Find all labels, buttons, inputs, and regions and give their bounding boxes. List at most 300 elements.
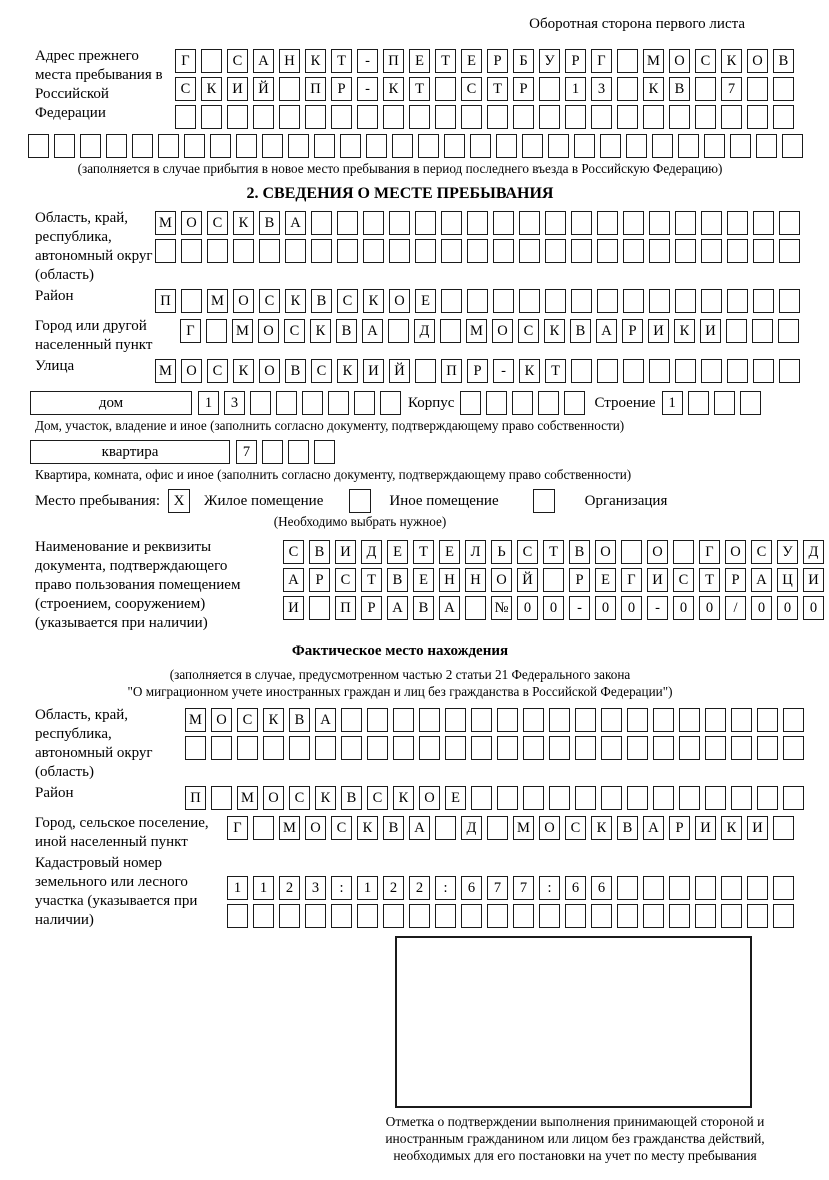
char-cell[interactable] — [753, 239, 774, 263]
char-cell[interactable] — [695, 105, 716, 129]
char-cell[interactable]: К — [305, 49, 326, 73]
char-cell[interactable]: К — [310, 319, 331, 343]
char-cell[interactable] — [435, 904, 456, 928]
char-cell[interactable]: С — [289, 786, 310, 810]
char-cell[interactable]: Й — [253, 77, 274, 101]
char-cell[interactable] — [227, 904, 248, 928]
char-cell[interactable]: - — [569, 596, 590, 620]
char-cell[interactable] — [601, 786, 622, 810]
char-cell[interactable] — [467, 211, 488, 235]
char-cell[interactable] — [440, 319, 461, 343]
char-cell[interactable] — [669, 105, 690, 129]
char-cell[interactable]: В — [285, 359, 306, 383]
char-cell[interactable] — [571, 359, 592, 383]
char-cell[interactable] — [773, 816, 794, 840]
char-cell[interactable]: И — [335, 540, 356, 564]
char-cell[interactable] — [486, 391, 507, 415]
char-cell[interactable]: В — [617, 816, 638, 840]
char-cell[interactable]: Г — [699, 540, 720, 564]
char-cell[interactable]: М — [643, 49, 664, 73]
char-cell[interactable]: А — [643, 816, 664, 840]
char-cell[interactable] — [106, 134, 127, 158]
char-cell[interactable] — [393, 736, 414, 760]
char-cell[interactable] — [389, 211, 410, 235]
char-cell[interactable]: Р — [569, 568, 590, 592]
char-cell[interactable] — [701, 211, 722, 235]
char-cell[interactable]: И — [283, 596, 304, 620]
char-cell[interactable] — [311, 211, 332, 235]
char-cell[interactable]: 0 — [777, 596, 798, 620]
char-cell[interactable]: 0 — [673, 596, 694, 620]
char-cell[interactable] — [773, 77, 794, 101]
char-cell[interactable]: 3 — [305, 876, 326, 900]
char-cell[interactable]: А — [387, 596, 408, 620]
char-cell[interactable]: Р — [565, 49, 586, 73]
char-cell[interactable]: 7 — [487, 876, 508, 900]
char-cell[interactable]: 1 — [565, 77, 586, 101]
char-cell[interactable] — [435, 77, 456, 101]
char-cell[interactable] — [512, 391, 533, 415]
char-cell[interactable]: П — [441, 359, 462, 383]
char-cell[interactable]: 3 — [224, 391, 245, 415]
char-cell[interactable] — [409, 904, 430, 928]
char-cell[interactable]: К — [337, 359, 358, 383]
char-cell[interactable] — [383, 904, 404, 928]
char-cell[interactable]: И — [803, 568, 824, 592]
char-cell[interactable] — [393, 708, 414, 732]
char-cell[interactable] — [601, 708, 622, 732]
char-cell[interactable]: А — [253, 49, 274, 73]
char-cell[interactable] — [279, 105, 300, 129]
char-cell[interactable]: П — [305, 77, 326, 101]
char-cell[interactable] — [626, 134, 647, 158]
char-cell[interactable] — [337, 239, 358, 263]
char-cell[interactable] — [314, 134, 335, 158]
char-cell[interactable]: О — [181, 359, 202, 383]
char-cell[interactable] — [513, 105, 534, 129]
char-cell[interactable]: О — [669, 49, 690, 73]
char-cell[interactable] — [340, 134, 361, 158]
char-cell[interactable]: В — [387, 568, 408, 592]
char-cell[interactable] — [435, 816, 456, 840]
char-cell[interactable]: С — [259, 289, 280, 313]
char-cell[interactable]: А — [315, 708, 336, 732]
char-cell[interactable]: С — [207, 211, 228, 235]
char-cell[interactable] — [721, 105, 742, 129]
char-cell[interactable]: 0 — [517, 596, 538, 620]
char-cell[interactable] — [597, 359, 618, 383]
char-cell[interactable]: Т — [487, 77, 508, 101]
char-cell[interactable] — [253, 105, 274, 129]
char-cell[interactable]: М — [513, 816, 534, 840]
char-cell[interactable]: 7 — [721, 77, 742, 101]
char-cell[interactable] — [262, 440, 283, 464]
char-cell[interactable]: Й — [517, 568, 538, 592]
char-cell[interactable] — [288, 440, 309, 464]
char-cell[interactable]: П — [383, 49, 404, 73]
char-cell[interactable] — [445, 736, 466, 760]
char-cell[interactable] — [441, 211, 462, 235]
char-cell[interactable] — [643, 105, 664, 129]
char-cell[interactable] — [419, 736, 440, 760]
char-cell[interactable] — [675, 359, 696, 383]
char-cell[interactable]: В — [309, 540, 330, 564]
char-cell[interactable]: Р — [725, 568, 746, 592]
char-cell[interactable]: М — [279, 816, 300, 840]
char-cell[interactable]: К — [315, 786, 336, 810]
char-cell[interactable]: - — [647, 596, 668, 620]
char-cell[interactable]: У — [777, 540, 798, 564]
char-cell[interactable] — [617, 77, 638, 101]
char-cell[interactable] — [487, 105, 508, 129]
char-cell[interactable] — [574, 134, 595, 158]
char-cell[interactable] — [727, 211, 748, 235]
char-cell[interactable]: К — [643, 77, 664, 101]
char-cell[interactable]: Е — [595, 568, 616, 592]
char-cell[interactable]: О — [419, 786, 440, 810]
char-cell[interactable] — [623, 359, 644, 383]
char-cell[interactable]: А — [439, 596, 460, 620]
char-cell[interactable]: Р — [513, 77, 534, 101]
char-cell[interactable]: Е — [461, 49, 482, 73]
char-cell[interactable] — [783, 708, 804, 732]
char-cell[interactable] — [54, 134, 75, 158]
char-cell[interactable]: Р — [361, 596, 382, 620]
char-cell[interactable]: Д — [414, 319, 435, 343]
char-cell[interactable] — [652, 134, 673, 158]
char-cell[interactable]: И — [648, 319, 669, 343]
char-cell[interactable]: Н — [439, 568, 460, 592]
char-cell[interactable] — [543, 568, 564, 592]
char-cell[interactable]: В — [669, 77, 690, 101]
char-cell[interactable] — [383, 105, 404, 129]
char-cell[interactable] — [675, 289, 696, 313]
char-cell[interactable]: М — [185, 708, 206, 732]
char-cell[interactable]: Б — [513, 49, 534, 73]
char-cell[interactable] — [210, 134, 231, 158]
char-cell[interactable] — [461, 105, 482, 129]
char-cell[interactable] — [539, 77, 560, 101]
char-cell[interactable] — [649, 289, 670, 313]
char-cell[interactable]: Т — [545, 359, 566, 383]
char-cell[interactable] — [549, 736, 570, 760]
char-cell[interactable] — [565, 904, 586, 928]
char-cell[interactable]: Й — [389, 359, 410, 383]
char-cell[interactable]: Е — [387, 540, 408, 564]
char-cell[interactable] — [756, 134, 777, 158]
char-cell[interactable]: 6 — [565, 876, 586, 900]
char-cell[interactable] — [747, 904, 768, 928]
char-cell[interactable]: И — [647, 568, 668, 592]
char-cell[interactable]: : — [331, 876, 352, 900]
char-cell[interactable]: В — [341, 786, 362, 810]
char-cell[interactable]: К — [357, 816, 378, 840]
char-cell[interactable] — [653, 736, 674, 760]
char-cell[interactable] — [695, 876, 716, 900]
char-cell[interactable] — [253, 816, 274, 840]
char-cell[interactable]: 0 — [543, 596, 564, 620]
char-cell[interactable] — [726, 319, 747, 343]
char-cell[interactable]: К — [263, 708, 284, 732]
char-cell[interactable]: Е — [415, 289, 436, 313]
char-cell[interactable] — [519, 211, 540, 235]
char-cell[interactable] — [653, 708, 674, 732]
char-cell[interactable] — [471, 786, 492, 810]
char-cell[interactable]: М — [207, 289, 228, 313]
char-cell[interactable] — [465, 596, 486, 620]
char-cell[interactable]: Р — [622, 319, 643, 343]
char-cell[interactable]: К — [544, 319, 565, 343]
char-cell[interactable] — [731, 736, 752, 760]
char-cell[interactable]: Д — [803, 540, 824, 564]
char-cell[interactable]: 6 — [461, 876, 482, 900]
char-cell[interactable]: 2 — [279, 876, 300, 900]
char-cell[interactable] — [747, 105, 768, 129]
char-cell[interactable] — [80, 134, 101, 158]
char-cell[interactable] — [617, 876, 638, 900]
char-cell[interactable]: С — [673, 568, 694, 592]
char-cell[interactable]: 1 — [357, 876, 378, 900]
char-cell[interactable] — [649, 239, 670, 263]
char-cell[interactable]: А — [596, 319, 617, 343]
char-cell[interactable] — [487, 816, 508, 840]
char-cell[interactable] — [233, 239, 254, 263]
char-cell[interactable]: В — [773, 49, 794, 73]
char-cell[interactable]: О — [263, 786, 284, 810]
char-cell[interactable] — [305, 904, 326, 928]
char-cell[interactable] — [493, 211, 514, 235]
char-cell[interactable] — [206, 319, 227, 343]
char-cell[interactable]: О — [595, 540, 616, 564]
char-cell[interactable] — [331, 904, 352, 928]
char-cell[interactable]: Ц — [777, 568, 798, 592]
char-cell[interactable]: О — [233, 289, 254, 313]
char-cell[interactable] — [493, 289, 514, 313]
char-cell[interactable]: 7 — [513, 876, 534, 900]
char-cell[interactable] — [132, 134, 153, 158]
char-cell[interactable]: У — [539, 49, 560, 73]
char-cell[interactable]: Н — [279, 49, 300, 73]
char-cell[interactable]: 6 — [591, 876, 612, 900]
char-cell[interactable] — [158, 134, 179, 158]
char-cell[interactable] — [783, 786, 804, 810]
char-cell[interactable]: Р — [487, 49, 508, 73]
char-cell[interactable] — [262, 134, 283, 158]
char-cell[interactable] — [601, 736, 622, 760]
char-cell[interactable] — [675, 211, 696, 235]
char-cell[interactable] — [591, 105, 612, 129]
char-cell[interactable]: Ь — [491, 540, 512, 564]
char-cell[interactable]: Т — [699, 568, 720, 592]
char-cell[interactable] — [783, 736, 804, 760]
char-cell[interactable] — [753, 359, 774, 383]
char-cell[interactable] — [669, 904, 690, 928]
char-cell[interactable]: С — [284, 319, 305, 343]
char-cell[interactable]: 0 — [621, 596, 642, 620]
char-cell[interactable] — [259, 239, 280, 263]
char-cell[interactable]: С — [175, 77, 196, 101]
char-cell[interactable] — [380, 391, 401, 415]
char-cell[interactable]: К — [201, 77, 222, 101]
char-cell[interactable]: К — [363, 289, 384, 313]
char-cell[interactable]: 1 — [198, 391, 219, 415]
char-cell[interactable]: А — [283, 568, 304, 592]
char-cell[interactable]: М — [237, 786, 258, 810]
char-cell[interactable] — [467, 239, 488, 263]
char-cell[interactable]: С — [283, 540, 304, 564]
char-cell[interactable] — [185, 736, 206, 760]
char-cell[interactable] — [621, 540, 642, 564]
char-cell[interactable] — [721, 904, 742, 928]
char-cell[interactable] — [496, 134, 517, 158]
char-cell[interactable] — [779, 239, 800, 263]
char-cell[interactable] — [497, 786, 518, 810]
char-cell[interactable]: И — [747, 816, 768, 840]
char-cell[interactable] — [523, 736, 544, 760]
char-cell[interactable] — [773, 105, 794, 129]
char-cell[interactable] — [600, 134, 621, 158]
char-cell[interactable] — [523, 708, 544, 732]
char-cell[interactable] — [354, 391, 375, 415]
char-cell[interactable]: О — [389, 289, 410, 313]
char-cell[interactable] — [289, 736, 310, 760]
char-cell[interactable] — [623, 289, 644, 313]
char-cell[interactable]: Т — [361, 568, 382, 592]
char-cell[interactable]: А — [285, 211, 306, 235]
char-cell[interactable]: К — [591, 816, 612, 840]
stay-type-checkbox-organization[interactable] — [533, 489, 555, 513]
char-cell[interactable] — [341, 708, 362, 732]
char-cell[interactable]: С — [335, 568, 356, 592]
char-cell[interactable]: С — [695, 49, 716, 73]
char-cell[interactable]: Р — [309, 568, 330, 592]
char-cell[interactable] — [701, 239, 722, 263]
char-cell[interactable]: Р — [669, 816, 690, 840]
char-cell[interactable]: С — [331, 816, 352, 840]
char-cell[interactable]: О — [305, 816, 326, 840]
char-cell[interactable] — [627, 708, 648, 732]
char-cell[interactable] — [649, 211, 670, 235]
char-cell[interactable] — [575, 786, 596, 810]
char-cell[interactable] — [471, 736, 492, 760]
char-cell[interactable] — [470, 134, 491, 158]
char-cell[interactable] — [357, 105, 378, 129]
char-cell[interactable] — [727, 359, 748, 383]
char-cell[interactable] — [747, 876, 768, 900]
char-cell[interactable] — [415, 239, 436, 263]
char-cell[interactable] — [695, 904, 716, 928]
char-cell[interactable] — [773, 876, 794, 900]
char-cell[interactable]: / — [725, 596, 746, 620]
char-cell[interactable]: В — [569, 540, 590, 564]
char-cell[interactable] — [302, 391, 323, 415]
char-cell[interactable] — [363, 239, 384, 263]
char-cell[interactable]: Р — [467, 359, 488, 383]
char-cell[interactable]: М — [466, 319, 487, 343]
char-cell[interactable] — [211, 786, 232, 810]
char-cell[interactable] — [366, 134, 387, 158]
char-cell[interactable] — [575, 708, 596, 732]
char-cell[interactable]: О — [259, 359, 280, 383]
char-cell[interactable] — [487, 904, 508, 928]
char-cell[interactable]: О — [211, 708, 232, 732]
char-cell[interactable] — [752, 319, 773, 343]
char-cell[interactable] — [571, 211, 592, 235]
char-cell[interactable] — [418, 134, 439, 158]
char-cell[interactable] — [730, 134, 751, 158]
char-cell[interactable]: П — [185, 786, 206, 810]
char-cell[interactable]: С — [751, 540, 772, 564]
char-cell[interactable]: В — [289, 708, 310, 732]
char-cell[interactable] — [705, 786, 726, 810]
char-cell[interactable]: Т — [331, 49, 352, 73]
char-cell[interactable] — [314, 440, 335, 464]
char-cell[interactable]: О — [725, 540, 746, 564]
char-cell[interactable] — [539, 904, 560, 928]
char-cell[interactable]: К — [721, 816, 742, 840]
char-cell[interactable] — [548, 134, 569, 158]
char-cell[interactable] — [549, 786, 570, 810]
char-cell[interactable] — [181, 289, 202, 313]
char-cell[interactable] — [564, 391, 585, 415]
char-cell[interactable] — [545, 239, 566, 263]
char-cell[interactable] — [201, 49, 222, 73]
char-cell[interactable]: К — [519, 359, 540, 383]
char-cell[interactable] — [597, 239, 618, 263]
char-cell[interactable] — [679, 708, 700, 732]
char-cell[interactable]: К — [233, 359, 254, 383]
char-cell[interactable]: С — [237, 708, 258, 732]
char-cell[interactable] — [341, 736, 362, 760]
char-cell[interactable] — [175, 105, 196, 129]
char-cell[interactable]: А — [409, 816, 430, 840]
char-cell[interactable] — [337, 211, 358, 235]
char-cell[interactable] — [623, 239, 644, 263]
char-cell[interactable] — [285, 239, 306, 263]
char-cell[interactable] — [513, 904, 534, 928]
char-cell[interactable] — [441, 239, 462, 263]
char-cell[interactable] — [757, 736, 778, 760]
char-cell[interactable] — [155, 239, 176, 263]
char-cell[interactable]: Т — [409, 77, 430, 101]
char-cell[interactable] — [643, 876, 664, 900]
char-cell[interactable] — [731, 708, 752, 732]
char-cell[interactable] — [237, 736, 258, 760]
char-cell[interactable] — [519, 289, 540, 313]
char-cell[interactable] — [357, 904, 378, 928]
char-cell[interactable] — [328, 391, 349, 415]
char-cell[interactable] — [701, 289, 722, 313]
char-cell[interactable] — [207, 239, 228, 263]
char-cell[interactable]: 1 — [253, 876, 274, 900]
char-cell[interactable]: Т — [413, 540, 434, 564]
char-cell[interactable] — [315, 736, 336, 760]
char-cell[interactable] — [701, 359, 722, 383]
char-cell[interactable]: 0 — [699, 596, 720, 620]
char-cell[interactable]: Г — [621, 568, 642, 592]
char-cell[interactable] — [545, 289, 566, 313]
char-cell[interactable] — [497, 736, 518, 760]
char-cell[interactable] — [757, 786, 778, 810]
char-cell[interactable]: № — [491, 596, 512, 620]
char-cell[interactable] — [778, 319, 799, 343]
char-cell[interactable]: С — [207, 359, 228, 383]
char-cell[interactable]: О — [181, 211, 202, 235]
char-cell[interactable]: И — [363, 359, 384, 383]
char-cell[interactable]: : — [435, 876, 456, 900]
char-cell[interactable]: Т — [543, 540, 564, 564]
char-cell[interactable]: 0 — [595, 596, 616, 620]
